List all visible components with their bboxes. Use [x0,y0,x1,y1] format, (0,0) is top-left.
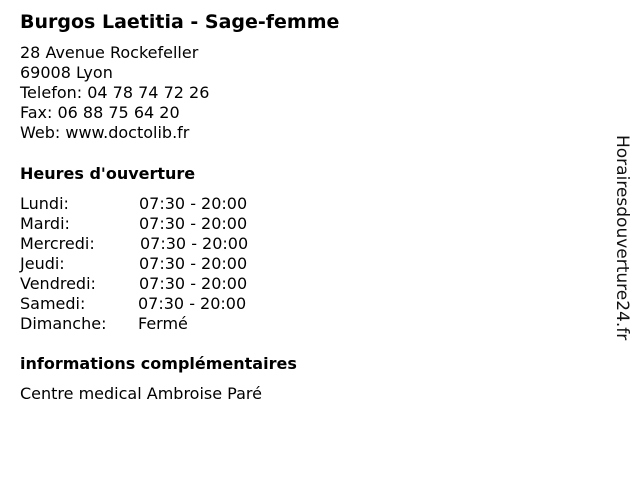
hours-day: Mercredi: [20,234,95,253]
hours-time: Fermé [138,314,188,333]
additional-info-heading: informations complémentaires [20,354,297,373]
watermark-text: Horairesdouverture24.fr [612,135,632,341]
hours-time: 07:30 - 20:00 [139,214,248,233]
hours-day: Mardi: [20,214,70,233]
fax-number: Fax: 06 88 75 64 20 [20,103,180,122]
hours-time: 07:30 - 20:00 [139,194,248,213]
contact-block [20,43,209,143]
hours-time: 07:30 - 20:00 [138,294,247,313]
city-address: 69008 Lyon [20,63,113,82]
hours-day: Samedi: [20,294,86,313]
hours-day: Lundi: [20,194,69,213]
hours-day: Vendredi: [20,274,96,293]
hours-time: 07:30 - 20:00 [139,254,248,273]
page-title: Burgos Laetitia - Sage-femme [20,11,340,33]
phone-number: Telefon: 04 78 74 72 26 [20,83,210,102]
website: Web: www.doctolib.fr [20,123,190,142]
hours-day: Dimanche: [20,314,107,333]
hours-time: 07:30 - 20:00 [139,274,248,293]
street-address: 28 Avenue Rockefeller [20,43,199,62]
site-watermark [611,135,635,371]
hours-day: Jeudi: [20,254,65,273]
additional-info-text: Centre medical Ambroise Paré [20,384,262,403]
hours-time: 07:30 - 20:00 [140,234,249,253]
opening-hours-heading: Heures d'ouverture [20,164,196,183]
